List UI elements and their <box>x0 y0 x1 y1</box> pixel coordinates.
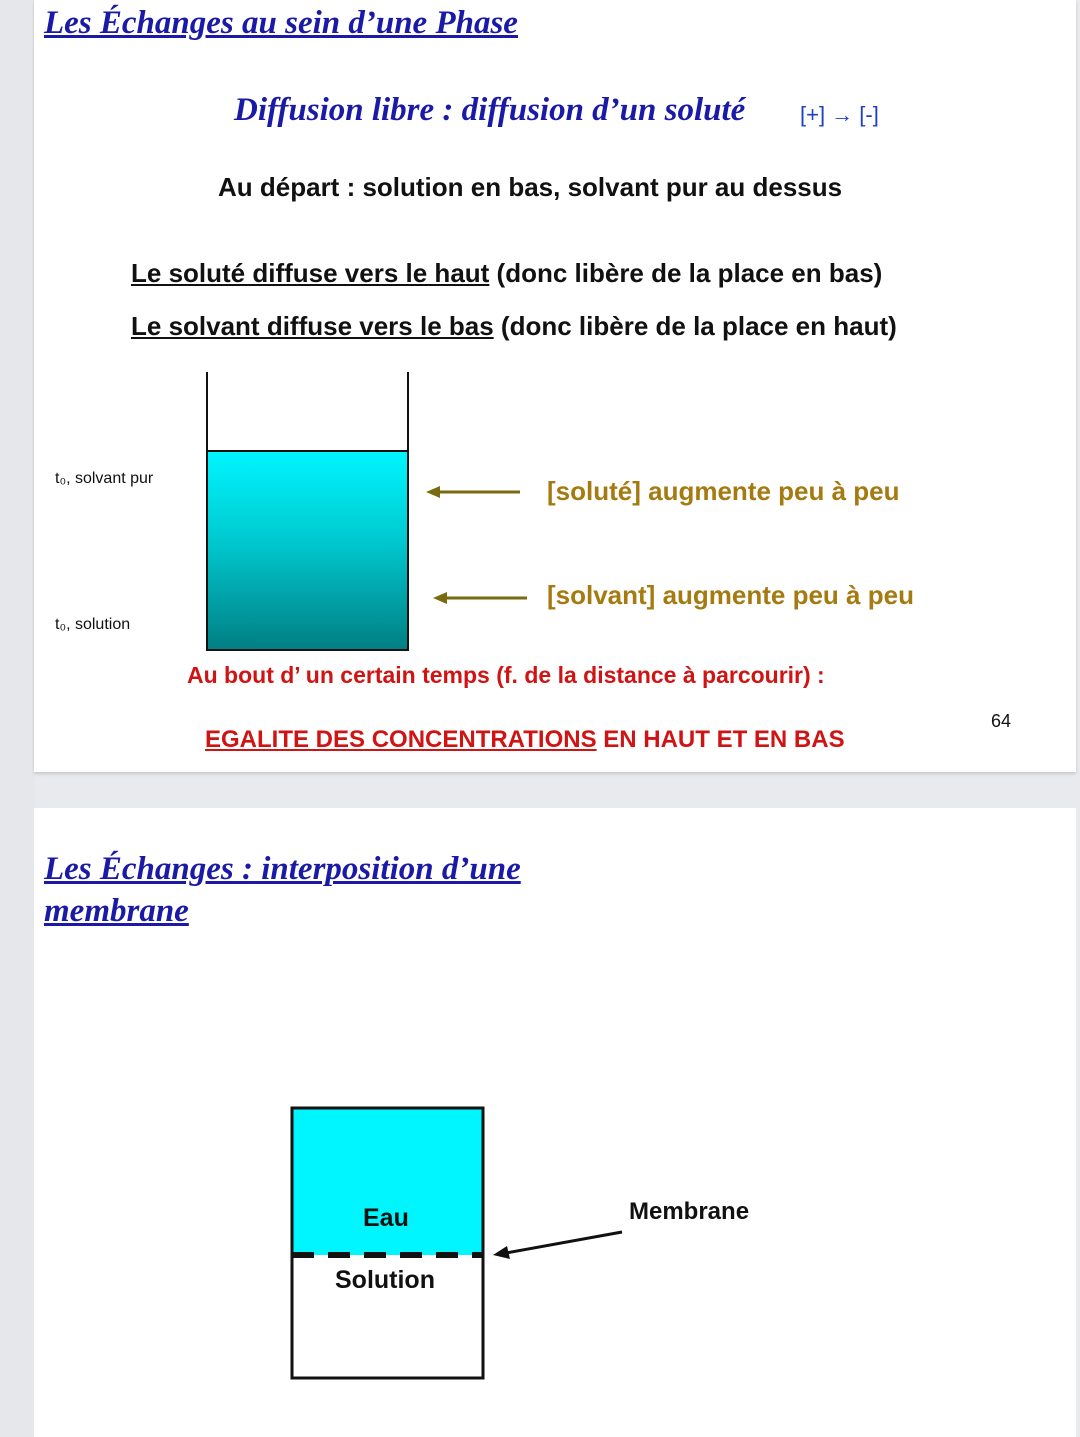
arrow-solute <box>426 486 520 498</box>
solvant-diffusion-underlined: Le solvant diffuse vers le bas <box>131 311 494 341</box>
equality-text <box>205 726 845 754</box>
gradient-tag: [+] → [-] <box>800 102 879 127</box>
intro-text: Au départ : solution en bas, solvant pur au dessus <box>218 172 843 202</box>
eau-label: Eau <box>363 1204 409 1232</box>
membrane-arrow <box>493 1232 622 1259</box>
page-number: 64 <box>991 711 1012 731</box>
membrane-diagram <box>34 808 1076 1437</box>
slide-subtitle: Diffusion libre : diffusion d’un soluté <box>234 92 746 128</box>
equality-underlined: EGALITE DES CONCENTRATIONS <box>205 726 597 753</box>
liquid-column <box>207 451 408 650</box>
viewer-background <box>0 0 34 1437</box>
label-top-solvant: t₀, solvant pur <box>55 470 154 487</box>
slide-heading: Les Échanges au sein d’une Phase <box>44 5 518 41</box>
solution-label: Solution <box>335 1266 435 1294</box>
solute-diffusion-underlined: Le soluté diffuse vers le haut <box>131 258 490 288</box>
equality-rest: EN HAUT ET EN BAS <box>596 726 845 753</box>
solvant-diffusion-rest: (donc libère de la place en haut) <box>493 311 897 341</box>
arrow-solvant <box>433 592 527 604</box>
heading-line-1: Les Échanges : interposition d’une <box>44 851 521 887</box>
slide-64 <box>34 0 1076 772</box>
annotation-solvant: [solvant] augmente peu à peu <box>547 580 914 610</box>
label-bottom-solution: t₀, solution <box>55 616 131 633</box>
slide-membrane <box>34 808 1076 1437</box>
heading-line-2: membrane <box>44 893 189 929</box>
conclusion-text: Au bout d’ un certain temps (f. de la distance à parcourir) : <box>187 662 825 688</box>
annotation-solute: [soluté] augmente peu à peu <box>547 476 900 506</box>
beaker-diagram <box>34 0 1076 772</box>
solute-diffusion-rest: (donc libère de la place en bas) <box>489 258 883 288</box>
membrane-label: Membrane <box>629 1198 750 1225</box>
